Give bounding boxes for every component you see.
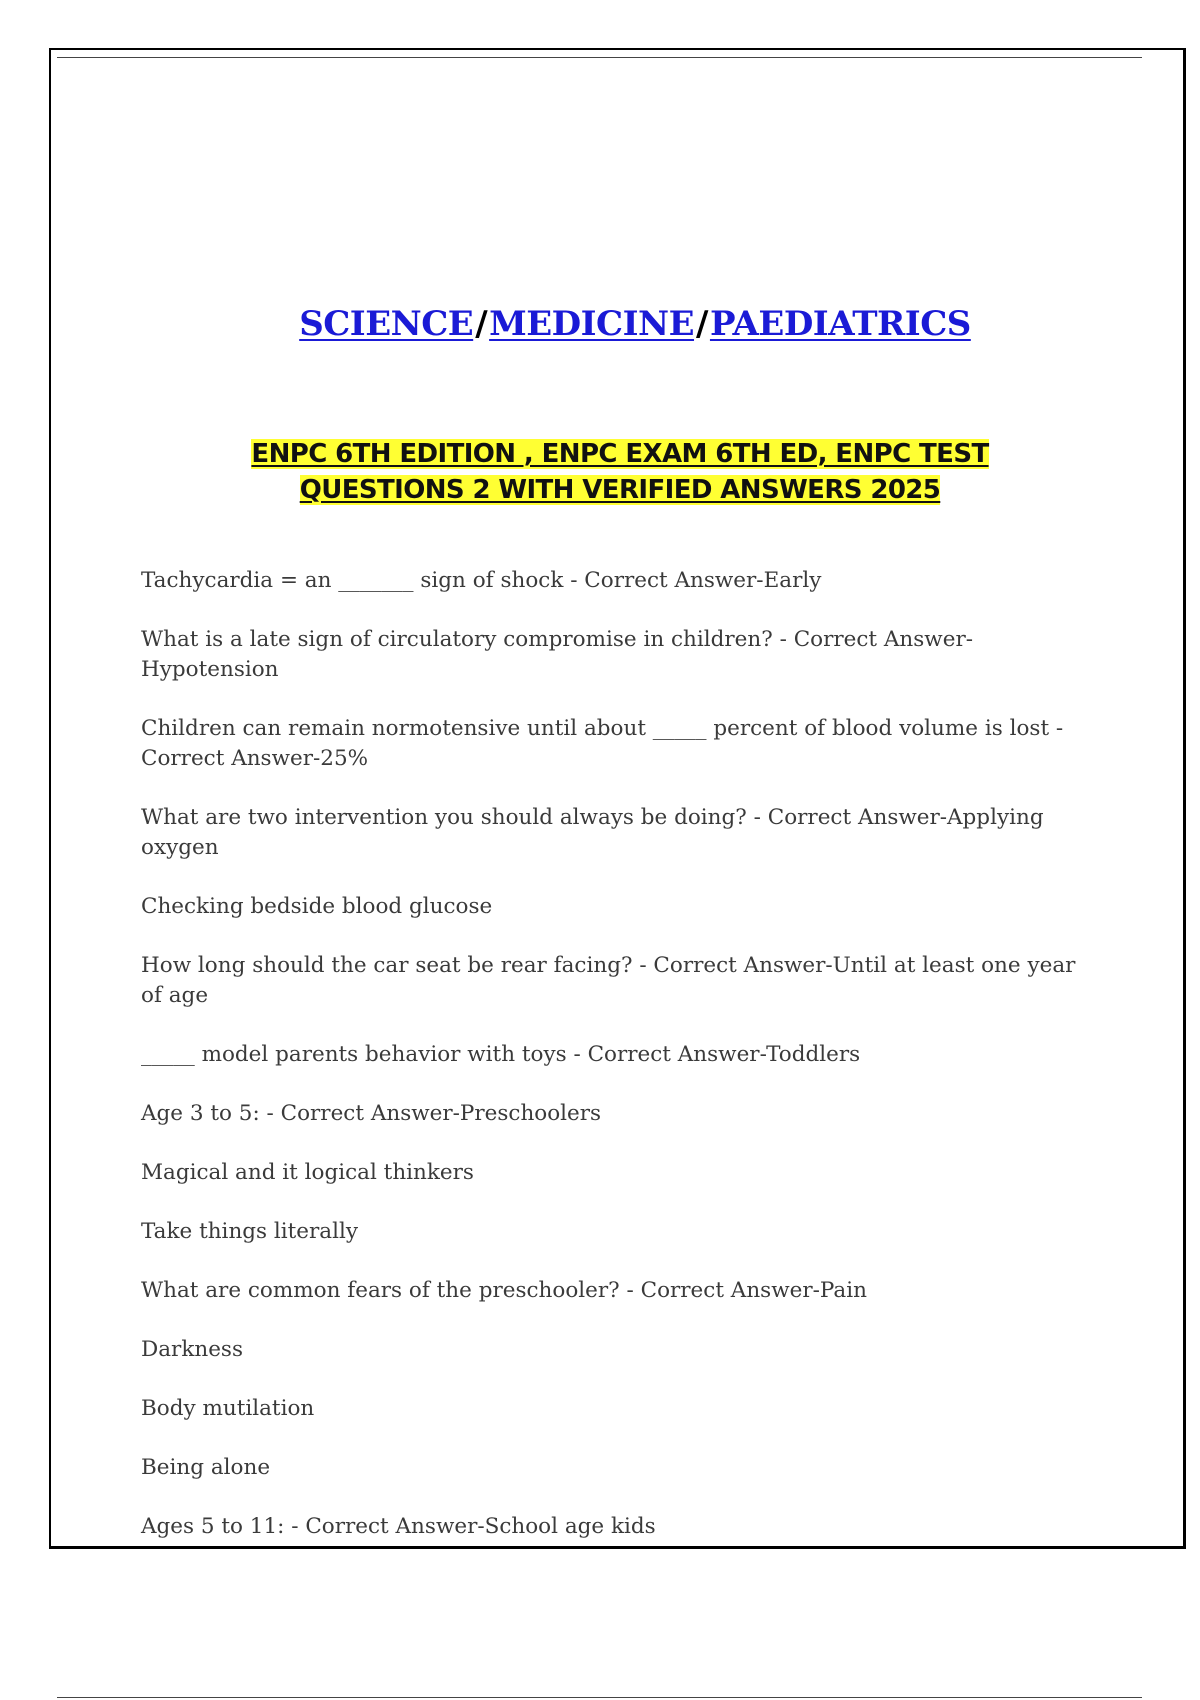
breadcrumb-link-medicine[interactable]: MEDICINE xyxy=(489,304,695,344)
qa-paragraph: Tachycardia = an _______ sign of shock - Correct Answer-Early xyxy=(141,568,822,593)
document-title-line-2: QUESTIONS 2 WITH VERIFIED ANSWERS 2025 xyxy=(299,475,941,505)
breadcrumb-separator: / xyxy=(696,304,708,344)
qa-paragraph: Darkness xyxy=(141,1337,243,1362)
document-body xyxy=(141,566,1101,1571)
document-title-line-1: ENPC 6TH EDITION , ENPC EXAM 6TH ED, ENPC TEST xyxy=(251,439,989,469)
qa-paragraph: How long should the car seat be rear facing? - Correct Answer-Until at least one year of age xyxy=(141,953,1076,1008)
qa-paragraph: Take things literally xyxy=(141,1219,359,1244)
document-title xyxy=(0,436,1200,508)
breadcrumb-link-science[interactable]: SCIENCE xyxy=(299,304,474,344)
qa-paragraph: What are two intervention you should always be doing? - Correct Answer-Applying oxygen xyxy=(141,805,1044,860)
breadcrumb-link-paediatrics[interactable]: PAEDIATRICS xyxy=(709,304,971,344)
qa-paragraph: Ages 5 to 11: - Correct Answer-School age kids xyxy=(141,1514,656,1539)
bottom-divider xyxy=(57,1697,1142,1698)
category-breadcrumb xyxy=(0,302,1200,346)
qa-paragraph: Children can remain normotensive until about _____ percent of blood volume is lost - Correct Answer-25% xyxy=(141,716,1064,771)
qa-paragraph: What is a late sign of circulatory compromise in children? - Correct Answer-Hypotension xyxy=(141,627,973,682)
breadcrumb-separator: / xyxy=(475,304,488,344)
qa-paragraph: Magical and it logical thinkers xyxy=(141,1160,474,1185)
qa-paragraph: Being alone xyxy=(141,1455,271,1480)
qa-paragraph: Checking bedside blood glucose xyxy=(141,894,493,919)
top-divider xyxy=(57,57,1142,58)
qa-paragraph: What are common fears of the preschooler? - Correct Answer-Pain xyxy=(141,1278,867,1303)
qa-paragraph: _____ model parents behavior with toys - Correct Answer-Toddlers xyxy=(141,1042,861,1067)
qa-paragraph: Body mutilation xyxy=(141,1396,315,1421)
qa-paragraph: Age 3 to 5: - Correct Answer-Preschoolers xyxy=(141,1101,602,1126)
